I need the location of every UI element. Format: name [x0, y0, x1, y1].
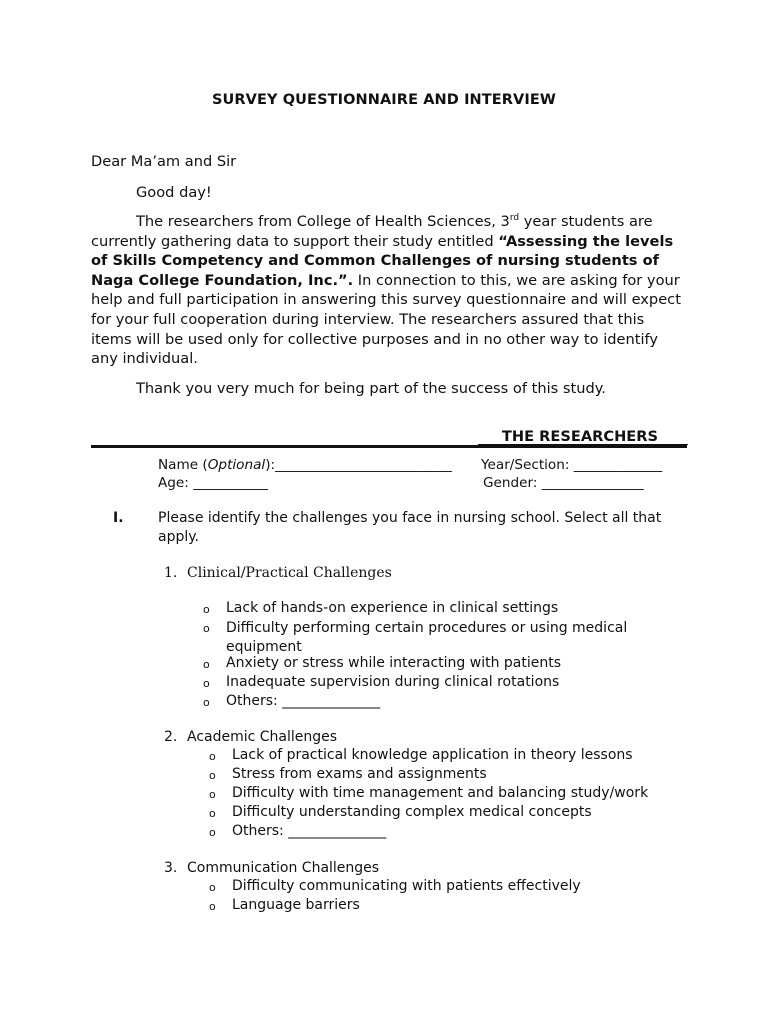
thanks-text: Thank you very much for being part of the success of this study.: [136, 380, 606, 397]
salutation: Dear Ma’am and Sir: [91, 153, 237, 170]
category-label: Academic Challenges: [187, 729, 338, 745]
intro-paragraph: [91, 212, 681, 369]
checklist-item[interactable]: Difficulty performing certain procedures or using medical equipment: [226, 620, 628, 655]
bullet-icon: o: [203, 658, 210, 671]
intro-text-2: year students are currently gathering data to support their study entitled: [91, 213, 653, 250]
bullet-icon: o: [209, 807, 216, 820]
checklist-item[interactable]: Anxiety or stress while interacting with patients: [226, 655, 562, 671]
category-number: 2.: [164, 729, 178, 745]
intro-text-3: In connection to this, we are asking for your help and full participation in answering this survey questionnaire and will expect for your full cooperation during interview. The researchers assured that this items will be used only for collective purposes and in no other way to identify any individual.: [91, 271, 681, 368]
checklist-item[interactable]: Others: ______________: [226, 693, 381, 709]
bullet-icon: o: [209, 900, 216, 913]
bullet-icon: o: [209, 788, 216, 801]
checklist-item[interactable]: Difficulty with time management and balancing study/work: [232, 785, 649, 801]
gender-field[interactable]: Gender: _______________: [483, 475, 644, 491]
name-blank: ):__________________________: [265, 457, 452, 473]
bullet-icon: o: [203, 677, 210, 690]
age-field[interactable]: Age: ___________: [158, 475, 268, 491]
name-label: Name (: [158, 457, 208, 473]
intro-text-1: The researchers from College of Health Sciences, 3: [136, 213, 510, 230]
checklist-item[interactable]: Lack of practical knowledge application in theory lessons: [232, 747, 633, 763]
category-label: Clinical/Practical Challenges: [187, 565, 392, 581]
bullet-icon: o: [209, 750, 216, 763]
signature: THE RESEARCHERS: [501, 428, 658, 445]
section-numeral: I.: [113, 510, 124, 526]
greeting: Good day!: [136, 184, 212, 201]
checklist-item[interactable]: Inadequate supervision during clinical rotations: [226, 674, 560, 690]
checklist-item[interactable]: Difficulty understanding complex medical concepts: [232, 804, 592, 820]
study-title: “Assessing the levels of Skills Competency and Common Challenges of nursing students of Naga College Foundation, Inc.”.: [91, 232, 674, 289]
divider: [91, 445, 687, 448]
bullet-icon: o: [203, 696, 210, 709]
year-section-field[interactable]: Year/Section: _____________: [481, 457, 663, 473]
checklist-item[interactable]: Lack of hands-on experience in clinical settings: [226, 600, 559, 616]
checklist-item[interactable]: Difficulty communicating with patients effectively: [232, 878, 581, 894]
intro-superscript: rd: [509, 213, 520, 224]
bullet-icon: o: [203, 603, 210, 616]
category-number: 3.: [164, 860, 178, 876]
category-number: 1.: [164, 565, 178, 581]
checklist-item[interactable]: Others: ______________: [232, 823, 387, 839]
bullet-icon: o: [209, 769, 216, 782]
section-instruction: Please identify the challenges you face in nursing school. Select all that apply.: [158, 510, 662, 545]
bullet-icon: o: [209, 881, 216, 894]
page-title: SURVEY QUESTIONNAIRE AND INTERVIEW: [212, 92, 556, 108]
checklist-item[interactable]: Stress from exams and assignments: [232, 766, 487, 782]
checklist-item[interactable]: Language barriers: [232, 897, 360, 913]
category-label: Communication Challenges: [187, 860, 380, 876]
bullet-icon: o: [203, 622, 210, 635]
name-field[interactable]: [158, 457, 452, 473]
bullet-icon: o: [209, 826, 216, 839]
name-optional: Optional: [207, 457, 266, 473]
